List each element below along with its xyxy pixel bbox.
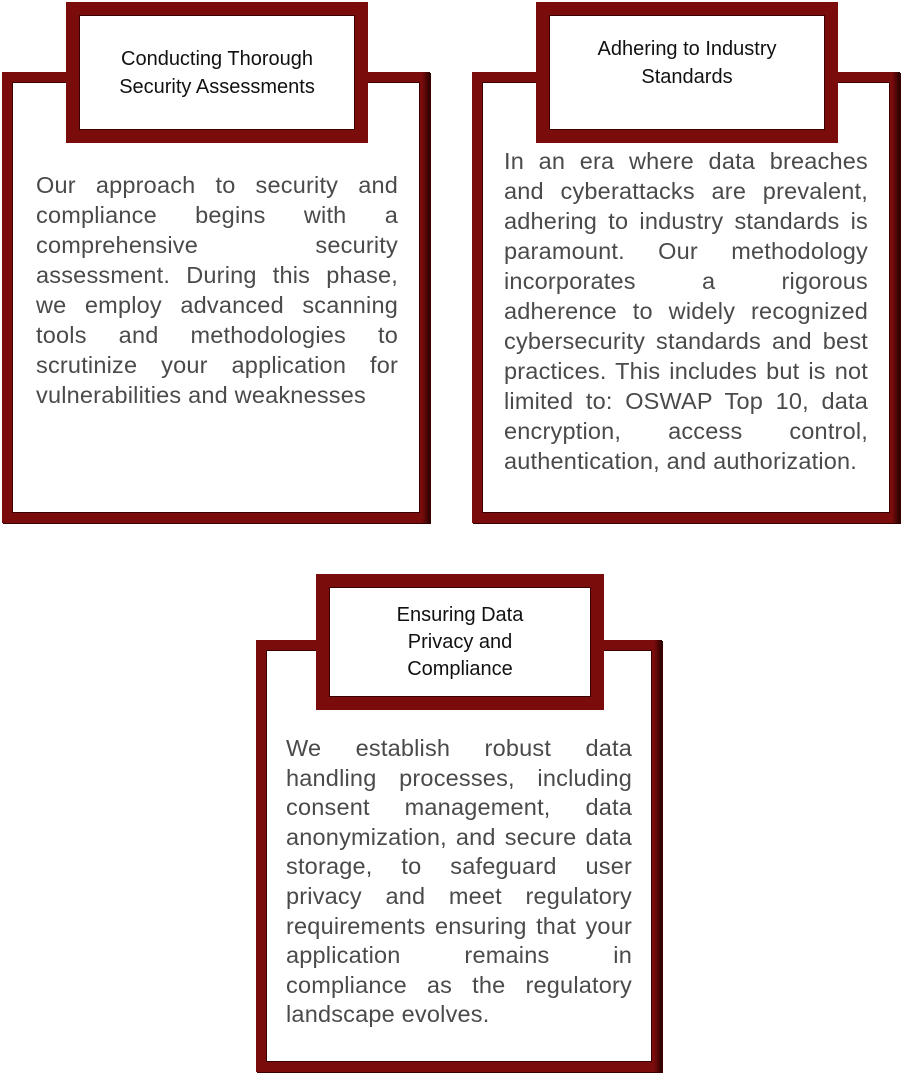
industry-standards-description: In an era where data breaches and cyberattacks are prevalent, adhering to industry standards is paramount. Our methodology incorporates a rigorous adherence to widely recognized cybersecurity standards and best practices. This includes but is not limited to: OSWAP Top 10, data encryption, access control, authentication, and authorization. [504, 148, 868, 474]
security-assessment-title: Conducting Thorough Security Assessments [119, 47, 315, 98]
data-privacy-title-tab [316, 574, 604, 710]
data-privacy-title: Ensuring Data Privacy and Compliance [396, 603, 524, 680]
data-privacy-description: We establish robust data handling processes, including consent management, data anonymization, and secure data storage, to safeguard user privacy and meet regulatory requirements ensuring that your application remains in compliance as the regulatory landscape evolves. [286, 735, 632, 1028]
security-assessment-title-tab [66, 2, 368, 143]
industry-standards-title: Adhering to Industry Standards [597, 37, 777, 88]
security-assessment-description: Our approach to security and compliance begins with a comprehensive security assessment. During this phase, we employ advanced scanning tools and methodologies to scrutinize your application for vulnerabilities and weaknesses [36, 172, 398, 408]
industry-standards-title-tab [536, 2, 838, 143]
